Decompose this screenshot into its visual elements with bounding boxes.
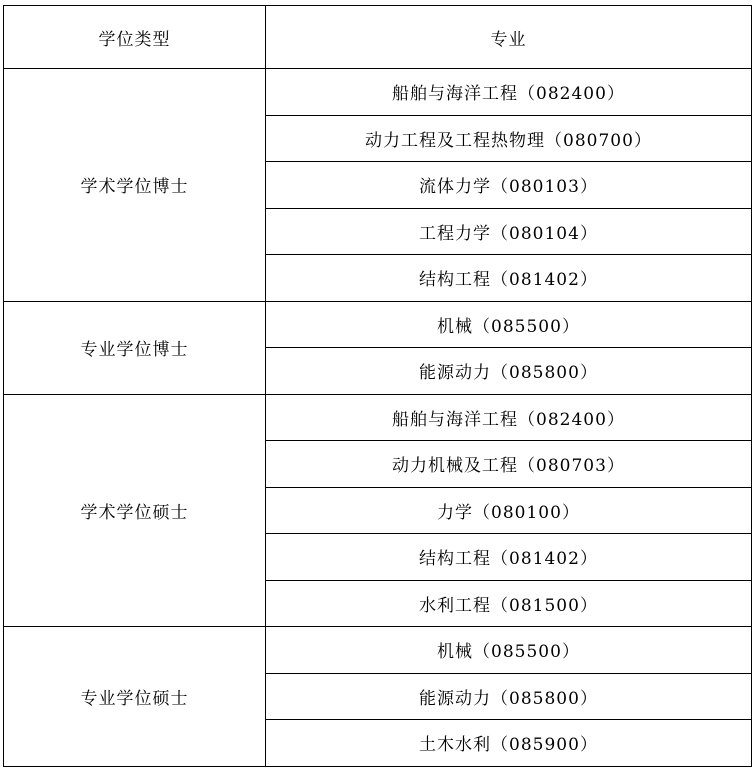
table-header-row: [4, 6, 752, 69]
table-row: [4, 627, 752, 674]
degree-type-cell: 学术学位硕士: [4, 394, 266, 627]
major-cell: 土木水利（085900）: [266, 720, 752, 767]
major-cell: 能源动力（085800）: [266, 348, 752, 395]
major-cell: 动力机械及工程（080703）: [266, 441, 752, 488]
major-cell: 船舶与海洋工程（082400）: [266, 394, 752, 441]
degree-type-cell: 专业学位博士: [4, 301, 266, 394]
major-cell: 水利工程（081500）: [266, 580, 752, 627]
major-cell: 机械（085500）: [266, 301, 752, 348]
degree-type-cell: 专业学位硕士: [4, 627, 266, 767]
column-header-degree-type: 学位类型: [4, 6, 266, 69]
table-row: [4, 69, 752, 116]
major-cell: 结构工程（081402）: [266, 255, 752, 302]
table-row: [4, 301, 752, 348]
column-header-major: 专业: [266, 6, 752, 69]
degree-major-table: [3, 5, 752, 767]
major-cell: 工程力学（080104）: [266, 208, 752, 255]
major-cell: 机械（085500）: [266, 627, 752, 674]
major-cell: 动力工程及工程热物理（080700）: [266, 115, 752, 162]
table-row: [4, 394, 752, 441]
major-cell: 船舶与海洋工程（082400）: [266, 69, 752, 116]
major-cell: 能源动力（085800）: [266, 673, 752, 720]
major-cell: 力学（080100）: [266, 487, 752, 534]
major-cell: 结构工程（081402）: [266, 534, 752, 581]
degree-type-cell: 学术学位博士: [4, 69, 266, 302]
major-cell: 流体力学（080103）: [266, 162, 752, 209]
